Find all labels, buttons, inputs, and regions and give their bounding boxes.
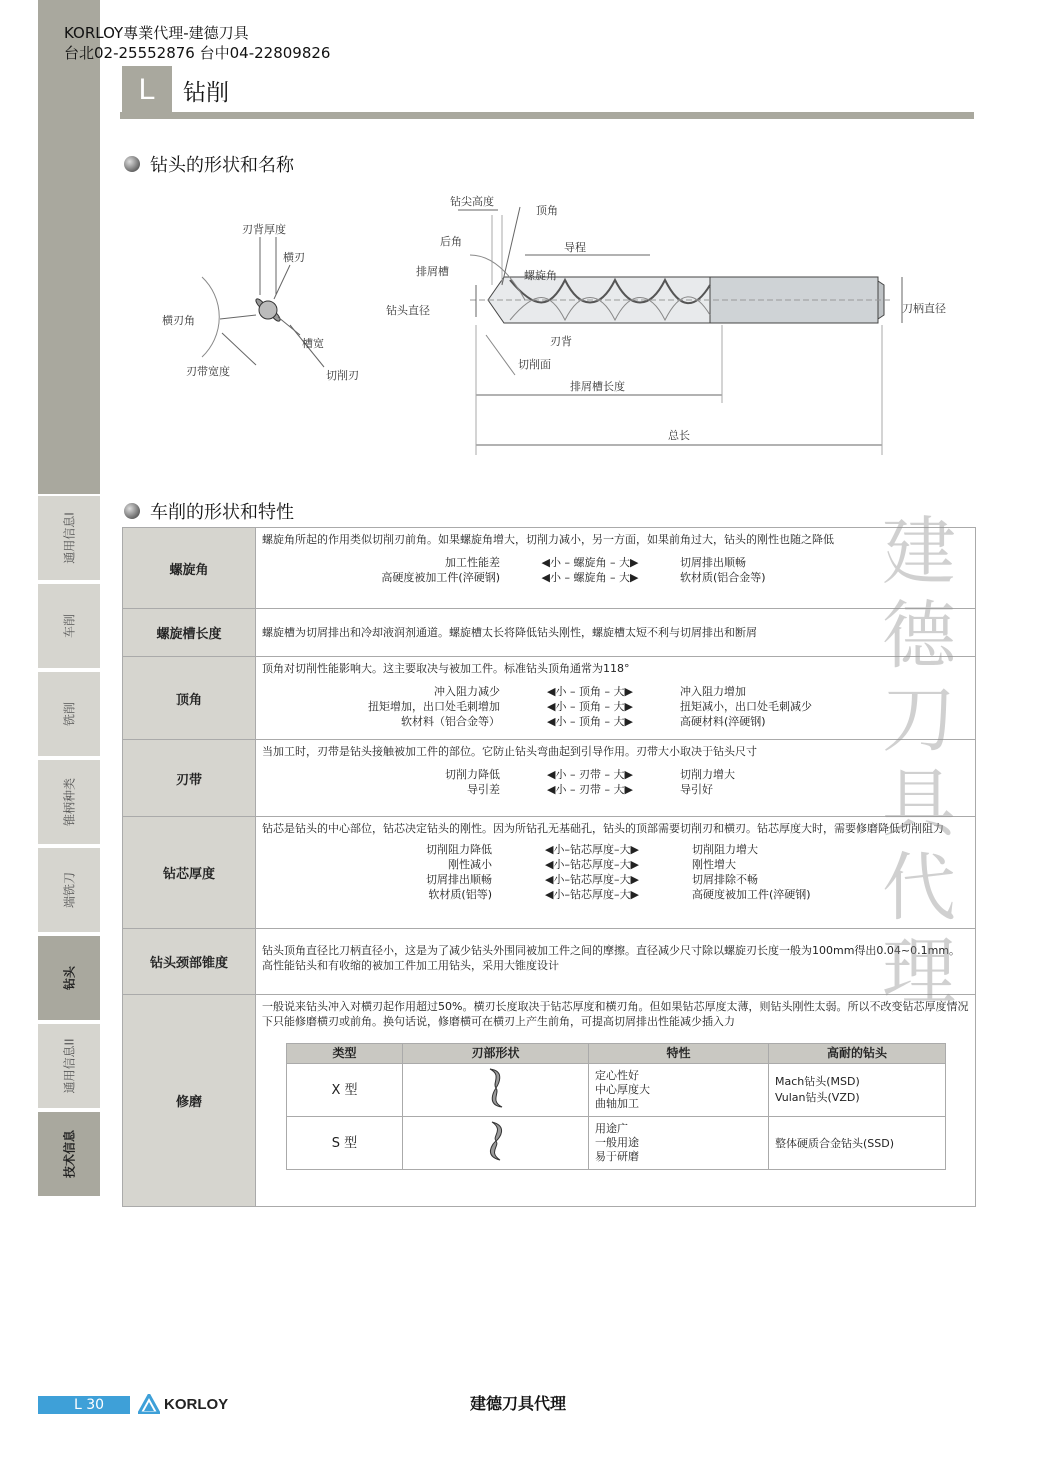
side-tab-taper-shank[interactable]: 锥柄种类 — [38, 760, 100, 844]
table-row — [123, 995, 976, 1207]
label-flute-width: 槽宽 — [302, 337, 324, 350]
korloy-logo-icon — [138, 1394, 160, 1414]
row-label-thinning: 修磨 — [123, 995, 256, 1207]
label-clearance-angle: 后角 — [440, 235, 462, 248]
label-chisel-angle: 横刃角 — [162, 314, 195, 327]
label-margin-width: 刃带宽度 — [186, 365, 230, 378]
row-label-web: 钻芯厚度 — [123, 817, 256, 929]
side-tab-drill[interactable]: 钻头 — [38, 936, 100, 1020]
footer-brand: KORLOY — [164, 1395, 229, 1413]
table-header-row: 类型 刃部形状 特性 高耐的钻头 — [287, 1044, 946, 1064]
watermark: 建德刀具代理 — [882, 509, 956, 1015]
row-body-thinning: 一般说来钻头冲入对横刃起作用超过50%。横刃长度取决于钻芯厚度和横刃角。但如果钻芯厚度太薄，则钻头刚性太弱。所以不改变钻芯厚度情况下只能修磨横刃或前角。换句话说，修磨横可在横刃上产生前角，可提高切屑排出性能减少插入力 类型 刃部形状 特性 高耐的钻头 X 型 定心性好 中心厚度大 曲轴加工 Mach钻头(MSD) Vulan钻头(VZD) S 型 用途广 一般用途 易于研磨 整体硬质合金钻头(SSD) — [256, 995, 976, 1207]
table-row: X 型 定心性好 中心厚度大 曲轴加工 Mach钻头(MSD) Vulan钻头(VZD) — [287, 1064, 946, 1117]
label-helix-angle: 螺旋角 — [524, 269, 557, 282]
section1-heading: 钻头的形状和名称 — [124, 151, 294, 177]
footer-agent-text: 建德刀具代理 — [470, 1394, 567, 1413]
table-row: S 型 用途广 一般用途 易于研磨 整体硬质合金钻头(SSD) — [287, 1117, 946, 1170]
side-tab-tech-info[interactable]: 技术信息 — [38, 1112, 100, 1196]
table-row — [123, 609, 976, 657]
header-company: KORLOY專業代理-建德刀具 — [64, 24, 249, 42]
label-web-back-thickness: 刃背厚度 — [242, 223, 286, 236]
row-body-margin: 当加工时，刃带是钻头接触被加工件的部位。它防止钻头弯曲起到引导作用。刃带大小取决于钻头尺寸 切削力降低 ◀小 – 刃带 – 大▶ 切削力增大 导引差 ◀小 – 刃带 – 大▶ 导引好 — [256, 740, 976, 817]
thinning-types-table — [286, 1043, 946, 1170]
row-body-point: 顶角对切削性能影响大。这主要取决与被加工件。标准钻头顶角通常为118° 冲入阻力减少 ◀小 – 顶角 – 大▶ 冲入阻力增加 扭矩增加，出口处毛刺增加 ◀小 – 顶角 – 大▶ 扭矩减小，出口处毛刺减少 软材料（铝合金等） ◀小 – 顶角 – 大▶ 高硬材料(淬硬钢) — [256, 657, 976, 740]
side-tab-milling[interactable]: 铣削 — [38, 672, 100, 756]
section-title: 钻削 — [183, 80, 229, 106]
table-row — [123, 817, 976, 929]
label-drill-diameter: 钻头直径 — [386, 304, 430, 317]
footer-logo — [138, 1394, 228, 1414]
label-land: 刃背 — [550, 335, 572, 348]
bullet-icon — [124, 503, 140, 519]
label-chisel-edge: 横刃 — [283, 251, 305, 264]
table-row — [123, 929, 976, 995]
table-row — [123, 740, 976, 817]
side-tab-general-2[interactable]: 通用信息II — [38, 1024, 100, 1108]
row-body-helix: 螺旋角所起的作用类似切削刃前角。如果螺旋角增大，切削力减小，另一方面，如果前角过大，钻头的刚性也随之降低 加工性能差 ◀小 – 螺旋角 – 大▶ 切屑排出顺畅 高硬度被加工件(淬硬钢) ◀小 – 螺旋角 – 大▶ 软材质(铝合金等) — [256, 528, 976, 609]
side-tab-turning[interactable]: 车削 — [38, 584, 100, 668]
row-label-flute-length: 螺旋槽长度 — [123, 609, 256, 657]
row-label-point: 顶角 — [123, 657, 256, 740]
row-label-margin: 刃带 — [123, 740, 256, 817]
s-type-shape-icon — [403, 1117, 589, 1170]
side-tab-end-mill[interactable]: 端铣刀 — [38, 848, 100, 932]
header-phones: 台北02-25552876 台中04-22809826 — [64, 44, 331, 62]
label-shank-diameter: 刀柄直径 — [902, 302, 946, 315]
x-type-shape-icon — [403, 1064, 589, 1117]
row-body-web: 钻芯是钻头的中心部位，钻芯决定钻头的刚性。因为所钻孔无基础孔，钻头的顶部需要切削刃和横刃。钻芯厚度大时，需要修磨降低切削阻力 切削阻力降低 ◀小–钻芯厚度–大▶ 切削阻力增大 刚性减小 ◀小–钻芯厚度–大▶ 刚性增大 切屑排出顺畅 ◀小–钻芯厚度–大▶ 切屑排除不畅 软材质(铝等) ◀小–钻芯厚度–大▶ 高硬度被加工件(淬硬钢) — [256, 817, 976, 929]
section2-heading: 车削的形状和特性 — [124, 498, 294, 524]
label-tip-height: 钻尖高度 — [450, 195, 494, 208]
drill-diagram — [140, 185, 960, 475]
page-number: L 30 — [38, 1396, 130, 1414]
row-body-neck: 钻头顶角直径比刀柄直径小，这是为了减少钻头外围同被加工件之间的摩擦。直径减少尺寸除以螺旋刃长度一般为100mm得出0.04~0.1mm。高性能钻头和有收缩的被加工件加工用钻头，采用大锥度设计 — [256, 929, 976, 995]
row-body-flute-length: 螺旋槽为切屑排出和冷却液润剂通道。螺旋槽太长将降低钻头刚性，螺旋槽太短不利与切屑排出和断屑 — [256, 609, 976, 657]
drill-characteristics-table — [122, 527, 976, 1207]
row-label-helix: 螺旋角 — [123, 528, 256, 609]
label-cutting-face: 切削面 — [518, 358, 551, 371]
label-lead: 导程 — [564, 241, 586, 254]
table-row — [123, 528, 976, 609]
drill-side-view — [458, 207, 902, 455]
label-point-angle: 顶角 — [536, 204, 558, 217]
side-tab-general-1[interactable]: 通用信息I — [38, 496, 100, 580]
label-flute: 排屑槽 — [416, 265, 449, 278]
section-letter-box — [122, 66, 172, 114]
label-flute-length: 排屑槽长度 — [570, 380, 625, 393]
side-rail — [38, 0, 100, 494]
section-rule — [120, 112, 974, 119]
label-overall-length: 总长 — [668, 429, 690, 442]
bullet-icon — [124, 156, 140, 172]
row-label-neck: 钻头颈部锥度 — [123, 929, 256, 995]
section-letter: L — [138, 73, 156, 106]
label-cutting-edge: 切削刃 — [326, 369, 359, 382]
table-row — [123, 657, 976, 740]
